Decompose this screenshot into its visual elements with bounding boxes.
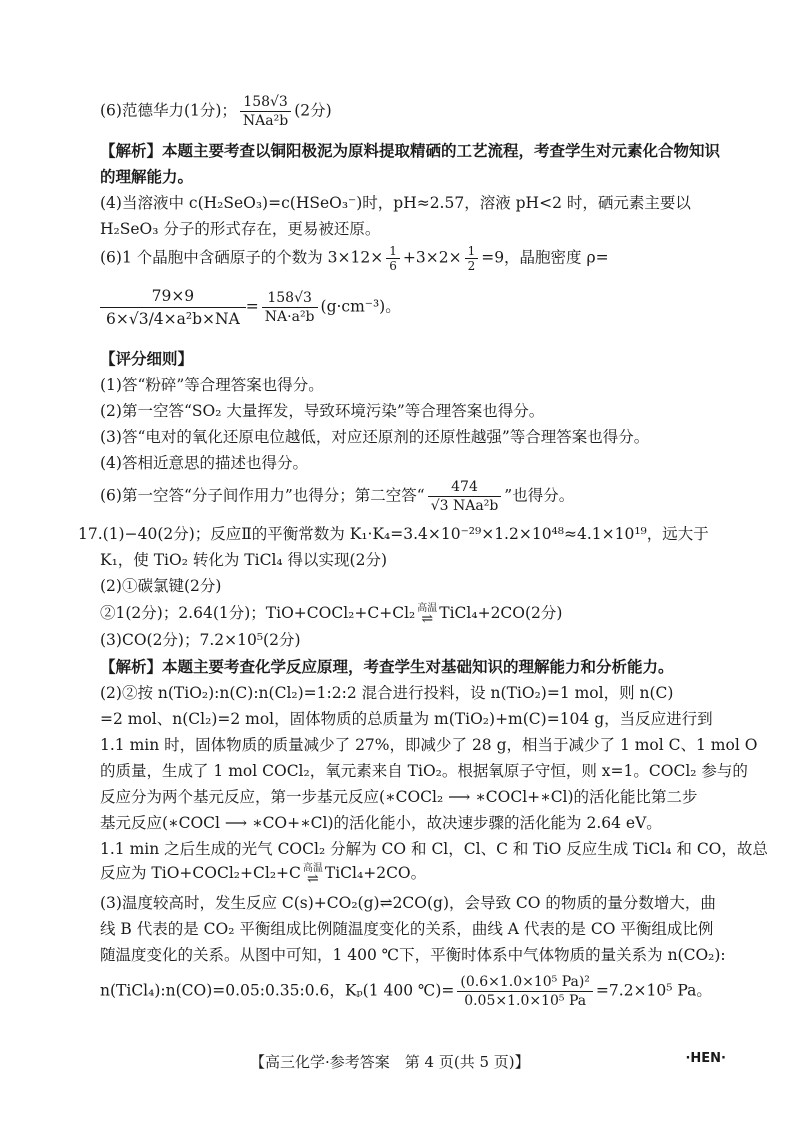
analysis-17-e: 反应分为两个基元反应，第一步基元反应(∗COCl₂ ⟶ ∗COCl+∗Cl)的活化能比第二步	[100, 788, 698, 806]
analysis-17-g: 1.1 min 之后生成的光气 COCl₂ 分解为 CO 和 Cl，Cl、C 和 TiO 反应生成 TiCl₄ 和 CO，故总	[100, 840, 768, 858]
text: (6)1 个晶胞中含硒原子的个数为 3×12×	[100, 248, 384, 267]
fraction	[465, 244, 479, 273]
analysis-17-h	[100, 862, 732, 887]
text: =9，晶胞密度 ρ=	[481, 248, 609, 267]
frac-den: √3 NAa²b	[430, 498, 499, 514]
frac-num: 158√3	[262, 289, 318, 308]
analysis-17-3a: (3)温度较高时，发生反应 C(s)+CO₂(g)⇌2CO(g)，会导致 CO 的物质的量分数增大，曲	[100, 894, 716, 912]
scoring-1: (1)答“粉碎”等合理答案也得分。	[100, 376, 324, 394]
text: TiCl₄+2CO。	[324, 864, 427, 882]
frac-num: 474	[428, 478, 502, 497]
fraction	[457, 973, 593, 1010]
q17-2: (2)①碳氯键(2分)	[100, 577, 222, 595]
condition-label: 高温	[417, 603, 438, 614]
analysis-17-3b: 线 B 代表的是 CO₂ 平衡组成比例随温度变化的关系，曲线 A 代表的是 CO 平衡组成比例	[100, 920, 714, 938]
text: (2分)	[294, 101, 332, 120]
q17-2-2	[100, 602, 732, 627]
analysis-17-b: =2 mol、n(Cl₂)=2 mol，固体物质的总质量为 m(TiO₂)+m(C)=104 g，当反应进行到	[100, 710, 713, 728]
analysis-17-c: 1.1 min 时，固体物质的质量减少了 27%，即减少了 28 g，相当于减少了 1 mol C、1 mol O	[100, 736, 758, 754]
frac-den: 0.05×1.0×10⁵ Pa	[464, 993, 587, 1009]
fraction	[386, 244, 400, 273]
analysis-4: (4)当溶液中 c(H₂SeO₃)=c(HSeO₃⁻)时，pH≈2.57，溶液 pH<2 时，硒元素主要以	[100, 194, 691, 212]
frac-num: 79×9	[100, 285, 246, 308]
analysis-6	[100, 244, 732, 273]
fraction	[428, 478, 502, 515]
q17-1-cont: K₁，使 TiO₂ 转化为 TiCl₄ 得以实现(2分)	[100, 551, 388, 569]
analysis-17-d: 的质量，生成了 1 mol COCl₂，氧元素来自 TiO₂。根据氧原子守恒，则 x=1。COCl₂ 参与的	[100, 762, 748, 780]
footer-title: 【高三化学·参考答案 第 4 页(共 5 页)】	[250, 1053, 530, 1071]
reaction-arrow	[417, 603, 438, 627]
scoring-6	[100, 478, 732, 515]
text: TiCl₄+2CO(2分)	[439, 604, 563, 622]
text: =7.2×10⁵ Pa。	[595, 981, 712, 1000]
frac-num: (0.6×1.0×10⁵ Pa)²	[457, 973, 593, 992]
scoring-4: (4)答相近意思的描述也得分。	[100, 454, 308, 472]
footer-code: ·HEN·	[685, 1051, 726, 1066]
text: 反应为 TiO+COCl₂+Cl₂+C	[100, 864, 301, 882]
frac-den: 6×√3/4×a²b×NA	[106, 310, 240, 328]
text: n(TiCl₄):n(CO)=0.05:0.35:0.6，Kₚ(1 400 ℃)=	[100, 981, 455, 1000]
q17-1: 17.(1)−40(2分)；反应Ⅱ的平衡常数为 K₁·K₄=3.4×10⁻²⁹×1.2×10⁴⁸≈4.1×10¹⁹，远大于	[78, 525, 709, 543]
equilibrium-arrow-icon: ⇌	[421, 611, 434, 627]
fraction	[240, 93, 291, 130]
frac-num: 158√3	[240, 93, 291, 112]
text: (6)范德华力(1分)；	[100, 101, 237, 120]
frac-den: NAa²b	[242, 113, 289, 129]
page-footer	[0, 1051, 800, 1073]
equilibrium-arrow-icon: ⇌	[307, 871, 319, 887]
analysis-17-f: 基元反应(∗COCl ⟶ ∗CO+∗Cl)的活化能小，故决速步骤的活化能为 2.64 eV。	[100, 814, 662, 832]
frac-den: NA·a²b	[264, 309, 315, 325]
analysis-heading-cont: 的理解能力。	[100, 167, 194, 186]
frac-num: 1	[386, 244, 400, 259]
line-6-vdw	[100, 93, 732, 130]
analysis-17-3d	[100, 973, 732, 1010]
text: +3×2×	[402, 248, 462, 267]
frac-num: 1	[465, 244, 479, 259]
fraction	[100, 285, 246, 330]
scoring-heading: 【评分细则】	[100, 349, 194, 368]
density-formula	[100, 285, 732, 330]
analysis-4-cont: H₂SeO₃ 分子的形式存在，更易被还原。	[100, 220, 381, 238]
reaction-arrow	[302, 863, 323, 887]
text: ”也得分。	[504, 486, 575, 505]
scoring-2: (2)第一空答“SO₂ 大量挥发，导致环境污染”等合理答案也得分。	[100, 402, 545, 420]
scoring-3: (3)答“电对的氧化还原电位越低，对应还原剂的还原性越强”等合理答案也得分。	[100, 428, 650, 446]
analysis-17-a: (2)②按 n(TiO₂):n(C):n(Cl₂)=1:2:2 混合进行投料，设 n(TiO₂)=1 mol，则 n(C)	[100, 684, 674, 702]
text: (6)第一空答“分子间作用力”也得分；第二空答“	[100, 486, 425, 505]
text: ②1(2分)；2.64(1分)；TiO+COCl₂+C+Cl₂	[100, 604, 416, 622]
analysis-heading: 【解析】本题主要考查以铜阳极泥为原料提取精硒的工艺流程，考查学生对元素化合物知识	[100, 141, 721, 160]
frac-den: 6	[389, 259, 397, 273]
condition-label: 高温	[302, 863, 323, 874]
q17-3: (3)CO(2分)；7.2×10⁵(2分)	[100, 631, 301, 649]
analysis-17-3c: 随温度变化的关系。从图中可知，1 400 ℃下，平衡时体系中气体物质的量关系为 n(CO₂):	[100, 946, 726, 964]
text: (g·cm⁻³)。	[320, 297, 401, 316]
text: =	[245, 297, 259, 316]
analysis-heading-17: 【解析】本题主要考查化学反应原理，考查学生对基础知识的理解能力和分析能力。	[100, 657, 674, 676]
frac-den: 2	[467, 259, 476, 273]
fraction	[262, 289, 318, 326]
